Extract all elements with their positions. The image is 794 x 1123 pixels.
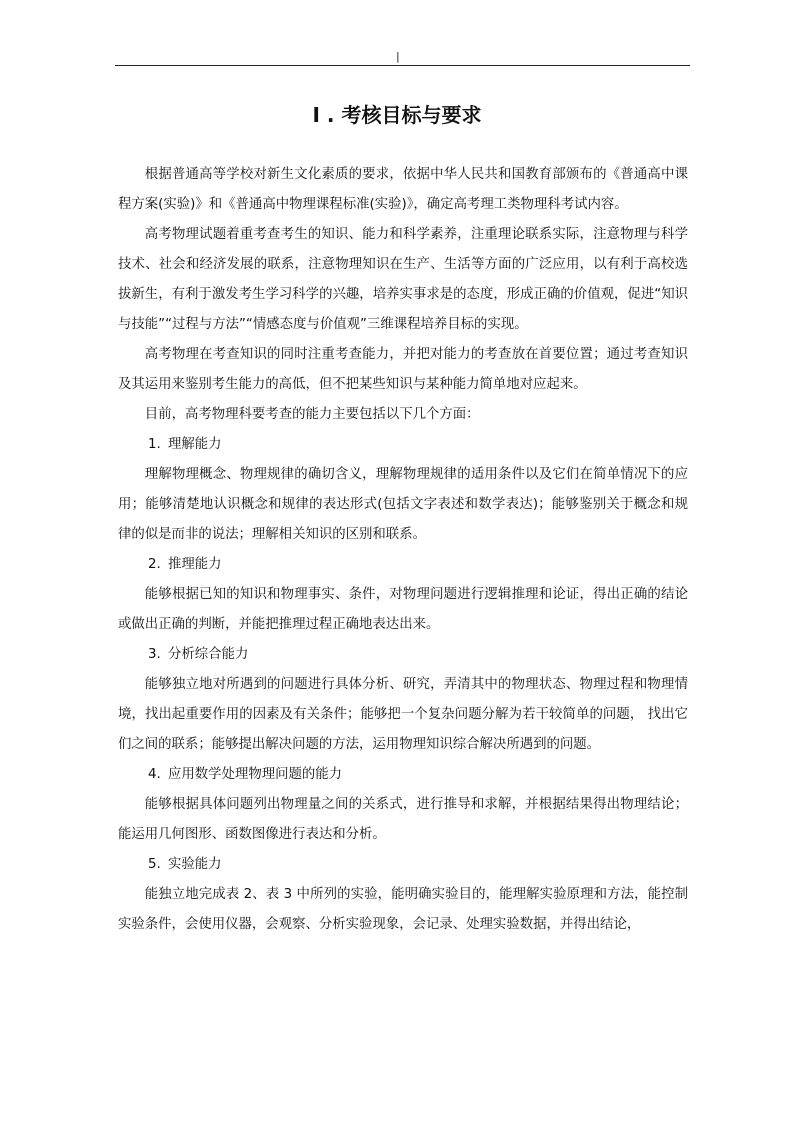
ability-title: 理解能力 (168, 437, 222, 452)
ability-number: 1. (148, 437, 161, 452)
page-title: I . 考核目标与要求 (312, 103, 482, 127)
ability-heading-5 (118, 850, 688, 880)
header-rule (115, 65, 690, 66)
ability-number: 5. (148, 857, 161, 872)
paragraph-intro: 根据普通高等学校对新生文化素质的要求，依据中华人民共和国教育部颁布的《普通高中课程方案(实验)》和《普通高中物理课程标准(实验)》，确定高考理工类物理科考试内容。 (118, 167, 688, 212)
ability-title: 推理能力 (168, 557, 222, 572)
ability-heading-1 (118, 430, 688, 460)
ability-number: 4. (148, 767, 161, 782)
ability-title: 分析综合能力 (168, 647, 249, 662)
ability-description-4: 能够根据具体问题列出物理量之间的关系式，进行推导和求解，并根据结果得出物理结论；能运用几何图形、函数图像进行表达和分析。 (118, 797, 688, 842)
paragraph-ability-list-intro: 目前，高考物理科要考查的能力主要包括以下几个方面： (144, 407, 480, 422)
ability-heading-3 (118, 640, 688, 670)
document-body (118, 160, 688, 940)
ability-description-3: 能够独立地对所遇到的问题进行具体分析、研究，弄清其中的物理状态、物理过程和物理情境，找出起重要作用的因素及有关条件；能够把一个复杂问题分解为若干较简单的问题， 找出它们之间的联系；能够提出解决问题的方法，运用物理知识综合解决所遇到的问题。 (118, 677, 688, 752)
paragraph-focus: 高考物理试题着重考查考生的知识、能力和科学素养，注重理论联系实际，注意物理与科学技术、社会和经济发展的联系，注意物理知识在生产、生活等方面的广泛应用，以有利于高校选拔新生，有利于激发考生学习科学的兴趣，培养实事求是的态度，形成正确的价值观，促进“知识与技能”“过程与方法”“情感态度与价值观”三维课程培养目标的实现。 (118, 227, 688, 332)
ability-title: 实验能力 (168, 857, 222, 872)
ability-number: 3. (148, 647, 161, 662)
paragraph-ability-priority: 高考物理在考查知识的同时注重考查能力，并把对能力的考查放在首要位置；通过考查知识及其运用来鉴别考生能力的高低，但不把某些知识与某种能力简单地对应起来。 (118, 347, 688, 392)
header-mark: | (396, 50, 400, 63)
ability-title: 应用数学处理物理问题的能力 (168, 767, 343, 782)
ability-description-2: 能够根据已知的知识和物理事实、条件，对物理问题进行逻辑推理和论证，得出正确的结论或做出正确的判断，并能把推理过程正确地表达出来。 (118, 587, 688, 632)
ability-heading-2 (118, 550, 688, 580)
ability-number: 2. (148, 557, 161, 572)
ability-description-5: 能独立地完成表 2、表 3 中所列的实验，能明确实验目的，能理解实验原理和方法，能控制实验条件，会使用仪器，会观察、分析实验现象，会记录、处理实验数据，并得出结论， (118, 887, 688, 932)
ability-heading-4 (118, 760, 688, 790)
ability-description-1: 理解物理概念、物理规律的确切含义，理解物理规律的适用条件以及它们在简单情况下的应用；能够清楚地认识概念和规律的表达形式(包括文字表述和数学表达)；能够鉴别关于概念和规律的似是而非的说法；理解相关知识的区别和联系。 (118, 467, 688, 542)
